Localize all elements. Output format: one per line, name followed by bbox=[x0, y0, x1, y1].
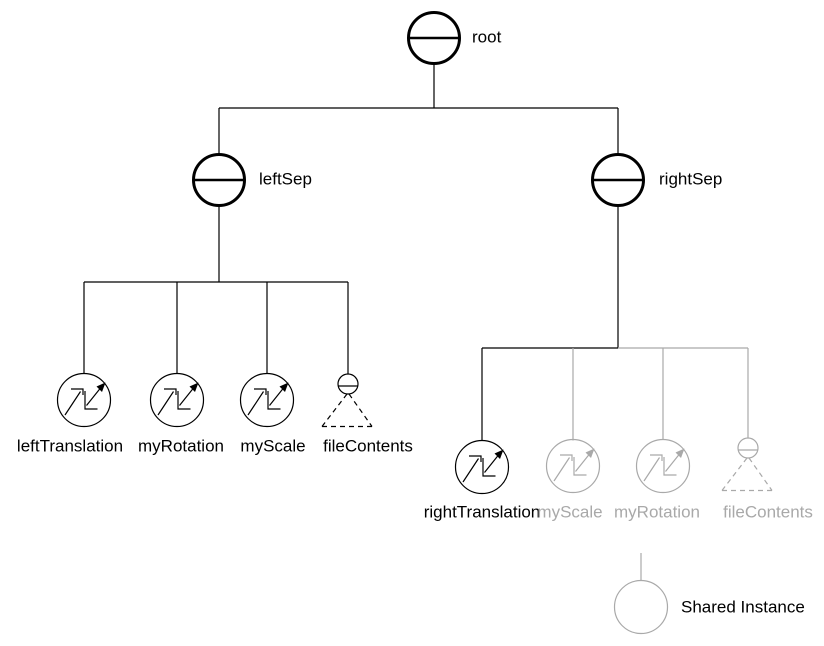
separator-node-icon-leftsep bbox=[194, 155, 245, 206]
node-label-leftsep: leftSep bbox=[259, 169, 312, 189]
transform-node-icon-righttranslation bbox=[456, 441, 509, 494]
node-label-myrotation-left: myRotation bbox=[138, 436, 224, 456]
shared-instance-node-icon bbox=[615, 581, 668, 634]
node-label-myscale-right: myScale bbox=[537, 502, 603, 522]
connector-rightsep-to-shared-children bbox=[573, 348, 748, 441]
node-label-filecontents-left: fileContents bbox=[323, 436, 413, 456]
transform-node-icon-myscale-right bbox=[547, 440, 600, 493]
transform-node-icon-myrotation-left bbox=[151, 374, 204, 427]
node-label-righttranslation: rightTranslation bbox=[423, 502, 541, 522]
node-label-myrotation-right: myRotation bbox=[614, 502, 700, 522]
transform-node-icon-lefttranslation bbox=[58, 374, 111, 427]
transform-node-icon-myrotation-right bbox=[637, 440, 690, 493]
separator-node-icon-rightsep bbox=[593, 155, 644, 206]
separator-node-icon-root bbox=[409, 13, 460, 64]
connector-rightsep-to-righttranslation bbox=[482, 207, 618, 441]
file-node-icon-filecontents-right bbox=[722, 438, 772, 491]
connector-leftsep-to-children bbox=[84, 207, 348, 374]
node-label-myscale-left: myScale bbox=[240, 436, 306, 456]
connector-root-to-separators bbox=[219, 64, 618, 154]
node-label-root: root bbox=[472, 27, 502, 47]
legend-label-shared-instance: Shared Instance bbox=[681, 597, 805, 617]
file-node-icon-filecontents-left bbox=[322, 374, 372, 427]
node-label-filecontents-right: fileContents bbox=[723, 502, 813, 522]
node-label-rightsep: rightSep bbox=[659, 169, 723, 189]
transform-node-icon-myscale-left bbox=[241, 374, 294, 427]
node-label-lefttranslation: leftTranslation bbox=[16, 436, 124, 456]
